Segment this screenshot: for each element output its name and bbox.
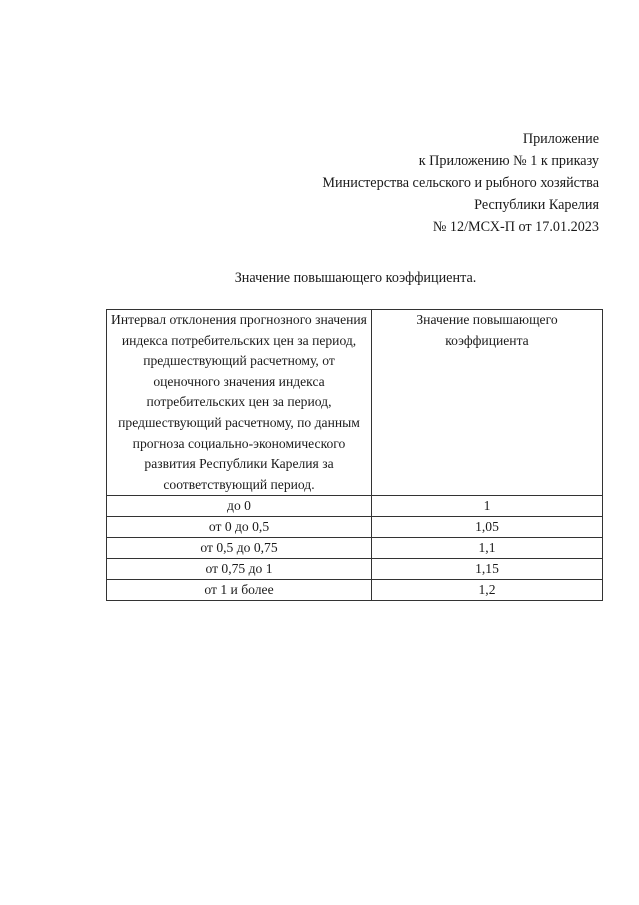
table-row	[107, 580, 603, 601]
value-cell: 1,1	[372, 538, 603, 559]
interval-cell: от 0,75 до 1	[107, 559, 372, 580]
appendix-header-line: № 12/МСХ-П от 17.01.2023	[432, 219, 599, 235]
value-cell: 1,05	[372, 517, 603, 538]
interval-cell: от 1 и более	[107, 580, 372, 601]
column-header-value: Значение повышающего коэффициента	[372, 310, 603, 496]
coefficient-table	[106, 309, 603, 601]
interval-cell: от 0 до 0,5	[107, 517, 372, 538]
interval-cell: до 0	[107, 496, 372, 517]
appendix-header-line: Министерства сельского и рыбного хозяйства	[322, 175, 599, 191]
appendix-header-line: Республики Карелия	[474, 197, 599, 213]
appendix-header-line: Приложение	[522, 131, 599, 147]
value-cell: 1,2	[372, 580, 603, 601]
document-title: Значение повышающего коэффициента.	[234, 270, 477, 286]
column-header-interval: Интервал отклонения прогнозного значения индекса потребительских цен за период, предшествующий расчетному, от оценочного значения индекса потребительских цен за период, предшествующий расчетному, по данным прогноза социально-экономического развития Республики Карелия за соответствующий период.	[107, 310, 372, 496]
table-row	[107, 559, 603, 580]
table-row	[107, 538, 603, 559]
table-row	[107, 496, 603, 517]
table-header-row	[107, 310, 603, 496]
value-cell: 1	[372, 496, 603, 517]
appendix-header	[322, 128, 599, 238]
appendix-header-line: к Приложению № 1 к приказу	[418, 153, 599, 169]
interval-cell: от 0,5 до 0,75	[107, 538, 372, 559]
value-cell: 1,15	[372, 559, 603, 580]
table-row	[107, 517, 603, 538]
